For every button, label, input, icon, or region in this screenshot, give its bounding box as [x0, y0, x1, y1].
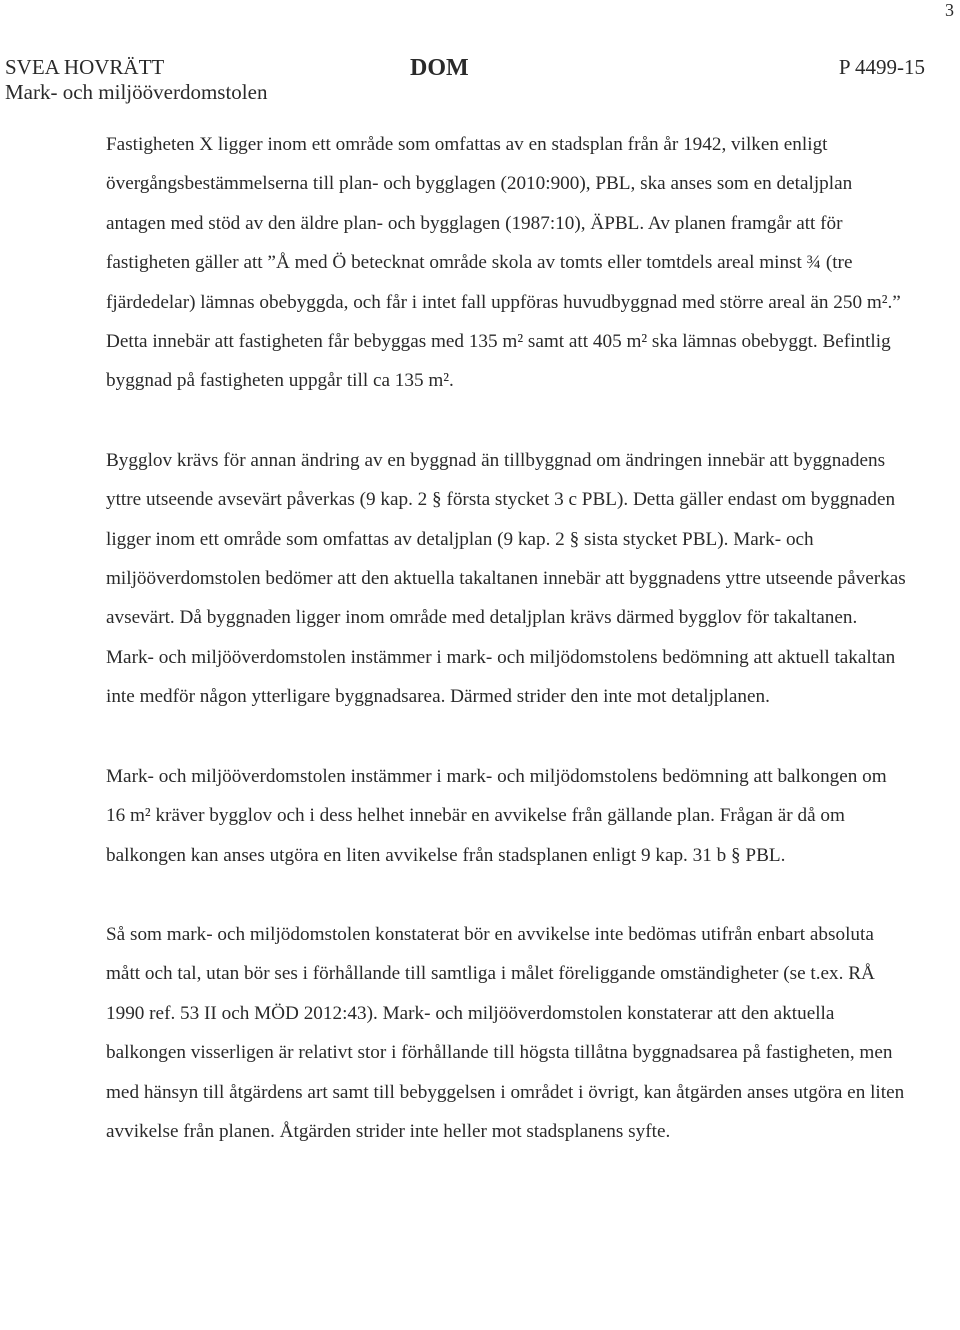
paragraph-deviation-assessment: Så som mark- och miljödomstolen konstaterat bör en avvikelse inte bedömas utifrån enbart absoluta mått och tal, utan bör ses i förhållande till samtliga i målet föreliggande omständigheter (se t.ex. RÅ 1990 ref. 53 II och MÖD 2012:43). Mark- och miljööverdomstolen konstaterar att den aktuella balkongen visserligen är relativt stor i förhållande till högsta tillåtna byggnadsarea på fastigheten, men med hänsyn till åtgärdens art samt till bebyggelsen i området i övrigt, kan åtgärden anses utgöra en liten avvikelse från planen. Åtgärden strider inte heller mot stadsplanens syfte. [106, 923, 905, 1142]
court-department: Mark- och miljööverdomstolen [5, 80, 268, 104]
paragraph-building-permit: Bygglov krävs för annan ändring av en byggnad än tillbyggnad om ändringen innebär att byggnadens yttre utseende avsevärt påverkas (9 kap. 2 § första stycket 3 c PBL). Detta gäller endast om byggnaden ligger inom ett område som omfattas av detaljplan (9 kap. 2 § sista stycket PBL). Mark- och miljööverdomstolen bedömer att den aktuella takaltanen innebär att byggnadens yttre utseende påverkas avsevärt. Då byggnaden ligger inom område med detaljplan krävs därmed bygglov för takaltanen. Mark- och miljööverdomstolen instämmer i mark- och miljödomstolens bedömning att aktuell takaltan inte medför någon ytterligare byggnadsarea. Därmed strider den inte mot detaljplanen. [106, 449, 906, 708]
court-name: SVEA HOVRÄTT [5, 55, 165, 79]
document-body [106, 125, 906, 1191]
document-type: DOM [410, 55, 469, 81]
paragraph-property-plan: Fastigheten X ligger inom ett område som omfattas av en stadsplan från år 1942, vilken enligt övergångsbestämmelserna till plan- och bygglagen (2010:900), PBL, ska anses som en detaljplan antagen med stöd av den äldre plan- och bygglagen (1987:10), ÄPBL. Av planen framgår att för fastigheten gäller att ”Å med Ö betecknat område skola av tomts eller tomtdels areal minst ¾ (tre fjärdedelar) lämnas obebyggda, och får i intet fall uppföras huvudbyggnad med större areal än 250 m².” Detta innebär att fastigheten får bebyggas med 135 m² samt att 405 m² ska lämnas obebyggt. Befintlig byggnad på fastigheten uppgår till ca 135 m². [106, 134, 901, 392]
page-number: 3 [945, 0, 954, 20]
case-number: P 4499-15 [838, 55, 925, 79]
document-header [5, 55, 925, 105]
paragraph-balcony: Mark- och miljööverdomstolen instämmer i mark- och miljödomstolens bedömning att balkongen om 16 m² kräver bygglov och i dess helhet innebär en avvikelse från gällande plan. Frågan är då om balkongen kan anses utgöra en liten avvikelse från stadsplanen enligt 9 kap. 31 b § PBL. [106, 765, 887, 866]
